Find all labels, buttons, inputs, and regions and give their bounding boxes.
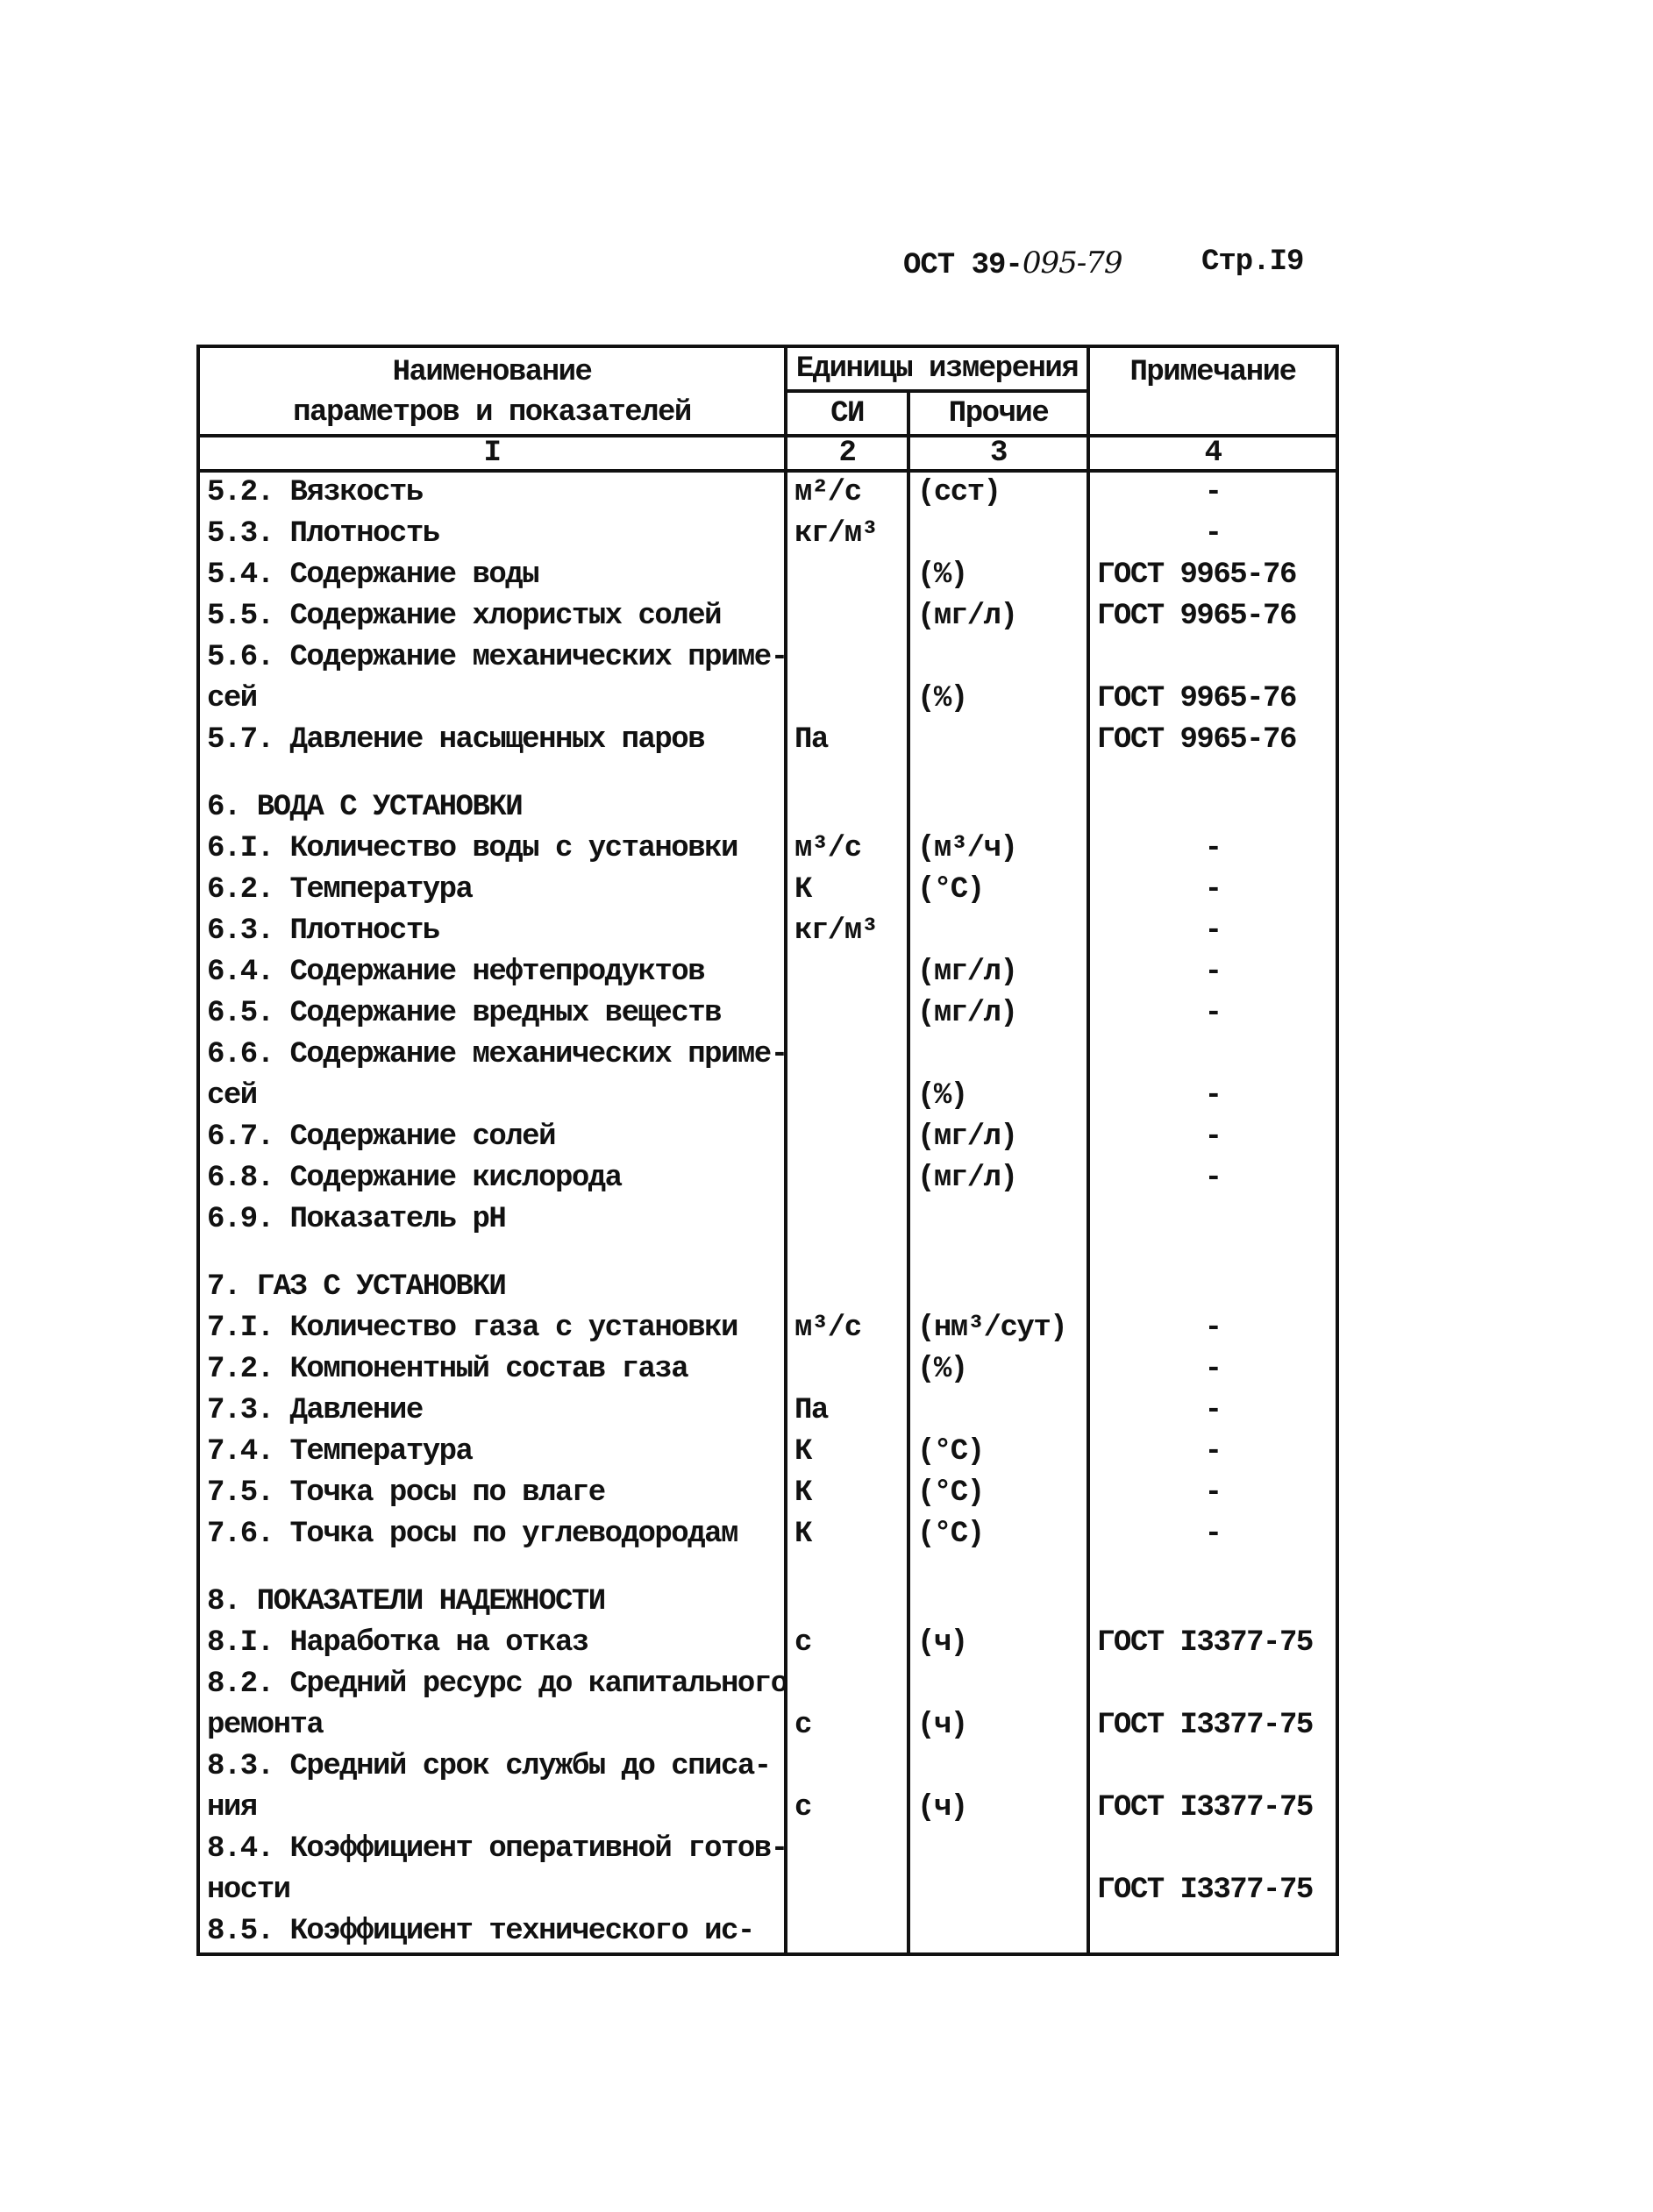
table-row — [198, 1241, 1337, 1308]
cell-name: 6. ВОДА С УСТАНОВКИ — [198, 761, 786, 829]
cell-note — [1088, 1746, 1337, 1788]
cell-unit-si — [786, 761, 908, 829]
table-row — [198, 514, 1337, 555]
cell-note: - — [1088, 1391, 1337, 1432]
cell-unit-other: (ч) — [908, 1788, 1088, 1829]
cell-unit-other — [908, 761, 1088, 829]
cell-unit-si — [786, 1158, 908, 1199]
cell-unit-si — [786, 1664, 908, 1705]
cell-name: 6.2. Температура — [198, 870, 786, 911]
cell-name: 6.4. Содержание нефтепродуктов — [198, 952, 786, 993]
cell-unit-other: (%) — [908, 1349, 1088, 1391]
cell-unit-si — [786, 596, 908, 637]
cell-name: 6.7. Содержание солей — [198, 1117, 786, 1158]
cell-note — [1088, 761, 1337, 829]
cell-name: 8.3. Средний срок службы до списа- — [198, 1746, 786, 1788]
cell-unit-si — [786, 993, 908, 1035]
cell-name: 5.2. Вязкость — [198, 471, 786, 514]
cell-note: - — [1088, 911, 1337, 952]
cell-unit-si — [786, 1117, 908, 1158]
cell-unit-other: (м³/ч) — [908, 829, 1088, 870]
table-row — [198, 1035, 1337, 1076]
cell-note: - — [1088, 829, 1337, 870]
cell-unit-other — [908, 1555, 1088, 1623]
cell-unit-other: (°С) — [908, 1473, 1088, 1514]
cell-unit-other — [908, 514, 1088, 555]
cell-unit-other — [908, 1870, 1088, 1911]
cell-unit-other: (мг/л) — [908, 952, 1088, 993]
cell-name: сей — [198, 1076, 786, 1117]
cell-note — [1088, 1911, 1337, 1954]
col-number-2: 2 — [786, 436, 908, 471]
cell-unit-other: (мг/л) — [908, 1158, 1088, 1199]
cell-unit-other: (мг/л) — [908, 596, 1088, 637]
table-row — [198, 1870, 1337, 1911]
cell-unit-si — [786, 679, 908, 720]
cell-name: 7.3. Давление — [198, 1391, 786, 1432]
cell-note: ГОСТ I3377-75 — [1088, 1788, 1337, 1829]
table-row — [198, 993, 1337, 1035]
col-number-3: 3 — [908, 436, 1088, 471]
cell-unit-other — [908, 1664, 1088, 1705]
cell-unit-si — [786, 1076, 908, 1117]
header-name — [198, 346, 786, 436]
cell-name: 6.5. Содержание вредных веществ — [198, 993, 786, 1035]
cell-unit-other: (%) — [908, 1076, 1088, 1117]
col-number-1: I — [198, 436, 786, 471]
cell-name: сей — [198, 679, 786, 720]
cell-unit-si: с — [786, 1705, 908, 1746]
table-row — [198, 829, 1337, 870]
cell-unit-other — [908, 1829, 1088, 1870]
cell-unit-other: (°С) — [908, 870, 1088, 911]
cell-note: - — [1088, 1514, 1337, 1555]
header-other: Прочие — [908, 391, 1088, 436]
cell-unit-si: К — [786, 1473, 908, 1514]
cell-unit-other: (ч) — [908, 1705, 1088, 1746]
cell-unit-si — [786, 1349, 908, 1391]
cell-note — [1088, 1555, 1337, 1623]
cell-note: - — [1088, 1473, 1337, 1514]
cell-name: 8.I. Наработка на отказ — [198, 1623, 786, 1664]
table-row — [198, 911, 1337, 952]
table-row — [198, 1664, 1337, 1705]
table-row — [198, 1158, 1337, 1199]
cell-unit-other — [908, 1035, 1088, 1076]
cell-unit-si — [786, 637, 908, 679]
cell-name: 7.6. Точка росы по углеводородам — [198, 1514, 786, 1555]
cell-note: ГОСТ I3377-75 — [1088, 1870, 1337, 1911]
cell-unit-si — [786, 1199, 908, 1241]
document-number-prefix: ОСТ 39- — [903, 249, 1022, 282]
cell-name: 5.4. Содержание воды — [198, 555, 786, 596]
cell-name: 7.2. Компонентный состав газа — [198, 1349, 786, 1391]
cell-unit-si — [786, 1911, 908, 1954]
header-si: СИ — [786, 391, 908, 436]
cell-unit-other — [908, 1391, 1088, 1432]
table-row — [198, 1076, 1337, 1117]
cell-note: - — [1088, 471, 1337, 514]
cell-unit-other — [908, 1746, 1088, 1788]
cell-unit-si: м³/с — [786, 1308, 908, 1349]
cell-unit-si: кг/м³ — [786, 911, 908, 952]
table-row — [198, 1623, 1337, 1664]
cell-unit-other: (°С) — [908, 1432, 1088, 1473]
cell-name: 6.8. Содержание кислорода — [198, 1158, 786, 1199]
cell-note: ГОСТ I3377-75 — [1088, 1623, 1337, 1664]
cell-name: 6.9. Показатель рН — [198, 1199, 786, 1241]
table-row — [198, 1829, 1337, 1870]
cell-note: ГОСТ I3377-75 — [1088, 1705, 1337, 1746]
cell-unit-si: К — [786, 870, 908, 911]
cell-unit-other — [908, 911, 1088, 952]
cell-unit-si — [786, 555, 908, 596]
cell-name: 8. ПОКАЗАТЕЛИ НАДЕЖНОСТИ — [198, 1555, 786, 1623]
cell-name: 5.6. Содержание механических приме- — [198, 637, 786, 679]
cell-note — [1088, 1035, 1337, 1076]
page-number: Стр.I9 — [1201, 245, 1304, 279]
table-row — [198, 720, 1337, 761]
cell-note: ГОСТ 9965-76 — [1088, 555, 1337, 596]
cell-unit-other — [908, 637, 1088, 679]
cell-note: - — [1088, 1076, 1337, 1117]
cell-note: - — [1088, 1158, 1337, 1199]
cell-unit-other — [908, 1199, 1088, 1241]
cell-note: - — [1088, 993, 1337, 1035]
cell-name: 8.5. Коэффициент технического ис- — [198, 1911, 786, 1954]
cell-unit-si — [786, 1829, 908, 1870]
table-row — [198, 1514, 1337, 1555]
cell-unit-other: (нм³/сут) — [908, 1308, 1088, 1349]
cell-unit-si — [786, 1870, 908, 1911]
cell-name: 6.I. Количество воды с установки — [198, 829, 786, 870]
table-row — [198, 1911, 1337, 1954]
cell-unit-other — [908, 1911, 1088, 1954]
header-name-line1: Наименование — [392, 356, 592, 389]
cell-note: - — [1088, 1117, 1337, 1158]
cell-note: - — [1088, 1308, 1337, 1349]
table-row — [198, 1788, 1337, 1829]
table-row — [198, 1432, 1337, 1473]
table-row — [198, 637, 1337, 679]
cell-note: ГОСТ 9965-76 — [1088, 596, 1337, 637]
table-row — [198, 555, 1337, 596]
cell-unit-si — [786, 1746, 908, 1788]
cell-unit-si: с — [786, 1788, 908, 1829]
header-name-line2: параметров и показателей — [293, 396, 691, 430]
cell-note — [1088, 1664, 1337, 1705]
parameters-table — [196, 345, 1339, 1956]
cell-unit-other: (мг/л) — [908, 1117, 1088, 1158]
cell-note: - — [1088, 952, 1337, 993]
table-row — [198, 471, 1337, 514]
cell-name: 7.5. Точка росы по влаге — [198, 1473, 786, 1514]
table-row — [198, 870, 1337, 911]
cell-unit-si: К — [786, 1514, 908, 1555]
table-row — [198, 761, 1337, 829]
table-body — [198, 471, 1337, 1954]
cell-note — [1088, 1199, 1337, 1241]
cell-name: 5.7. Давление насыщенных паров — [198, 720, 786, 761]
cell-unit-other: (%) — [908, 679, 1088, 720]
cell-name: ния — [198, 1788, 786, 1829]
cell-name: ности — [198, 1870, 786, 1911]
table-row — [198, 1555, 1337, 1623]
cell-unit-other: (мг/л) — [908, 993, 1088, 1035]
table-row — [198, 1199, 1337, 1241]
cell-unit-si — [786, 952, 908, 993]
cell-name: 8.2. Средний ресурс до капитального — [198, 1664, 786, 1705]
table-row — [198, 1308, 1337, 1349]
table-row — [198, 596, 1337, 637]
cell-note: ГОСТ 9965-76 — [1088, 720, 1337, 761]
cell-unit-other: (%) — [908, 555, 1088, 596]
cell-name: 6.3. Плотность — [198, 911, 786, 952]
cell-unit-si: м³/с — [786, 829, 908, 870]
cell-unit-si — [786, 1035, 908, 1076]
cell-name: 7. ГАЗ С УСТАНОВКИ — [198, 1241, 786, 1308]
cell-name: ремонта — [198, 1705, 786, 1746]
cell-name: 5.3. Плотность — [198, 514, 786, 555]
header-note: Примечание — [1088, 346, 1337, 436]
table-row — [198, 1391, 1337, 1432]
cell-note: - — [1088, 1432, 1337, 1473]
cell-note — [1088, 1829, 1337, 1870]
cell-name: 8.4. Коэффициент оперативной готов- — [198, 1829, 786, 1870]
table-row — [198, 1349, 1337, 1391]
cell-note: - — [1088, 514, 1337, 555]
cell-unit-si — [786, 1241, 908, 1308]
cell-unit-other: (ч) — [908, 1623, 1088, 1664]
cell-note: ГОСТ 9965-76 — [1088, 679, 1337, 720]
cell-name: 5.5. Содержание хлористых солей — [198, 596, 786, 637]
cell-unit-other: (сст) — [908, 471, 1088, 514]
document-number — [903, 245, 1122, 282]
table-row — [198, 1746, 1337, 1788]
cell-name: 7.I. Количество газа с установки — [198, 1308, 786, 1349]
col-number-4: 4 — [1088, 436, 1337, 471]
cell-unit-other — [908, 1241, 1088, 1308]
cell-unit-other: (°С) — [908, 1514, 1088, 1555]
document-number-handwritten: 095-79 — [1022, 245, 1122, 281]
cell-note — [1088, 637, 1337, 679]
table-row — [198, 1705, 1337, 1746]
cell-unit-si: К — [786, 1432, 908, 1473]
cell-note: - — [1088, 1349, 1337, 1391]
cell-unit-si: м²/с — [786, 471, 908, 514]
cell-unit-si: с — [786, 1623, 908, 1664]
cell-unit-si: кг/м³ — [786, 514, 908, 555]
table-row — [198, 1117, 1337, 1158]
table-row — [198, 679, 1337, 720]
cell-name: 7.4. Температура — [198, 1432, 786, 1473]
cell-note — [1088, 1241, 1337, 1308]
page-header — [903, 245, 1324, 289]
table-row — [198, 1473, 1337, 1514]
table-row — [198, 952, 1337, 993]
cell-name: 6.6. Содержание механических приме- — [198, 1035, 786, 1076]
cell-unit-other — [908, 720, 1088, 761]
cell-unit-si: Па — [786, 720, 908, 761]
cell-note: - — [1088, 870, 1337, 911]
header-units: Единицы измерения — [786, 346, 1088, 391]
cell-unit-si — [786, 1555, 908, 1623]
cell-unit-si: Па — [786, 1391, 908, 1432]
